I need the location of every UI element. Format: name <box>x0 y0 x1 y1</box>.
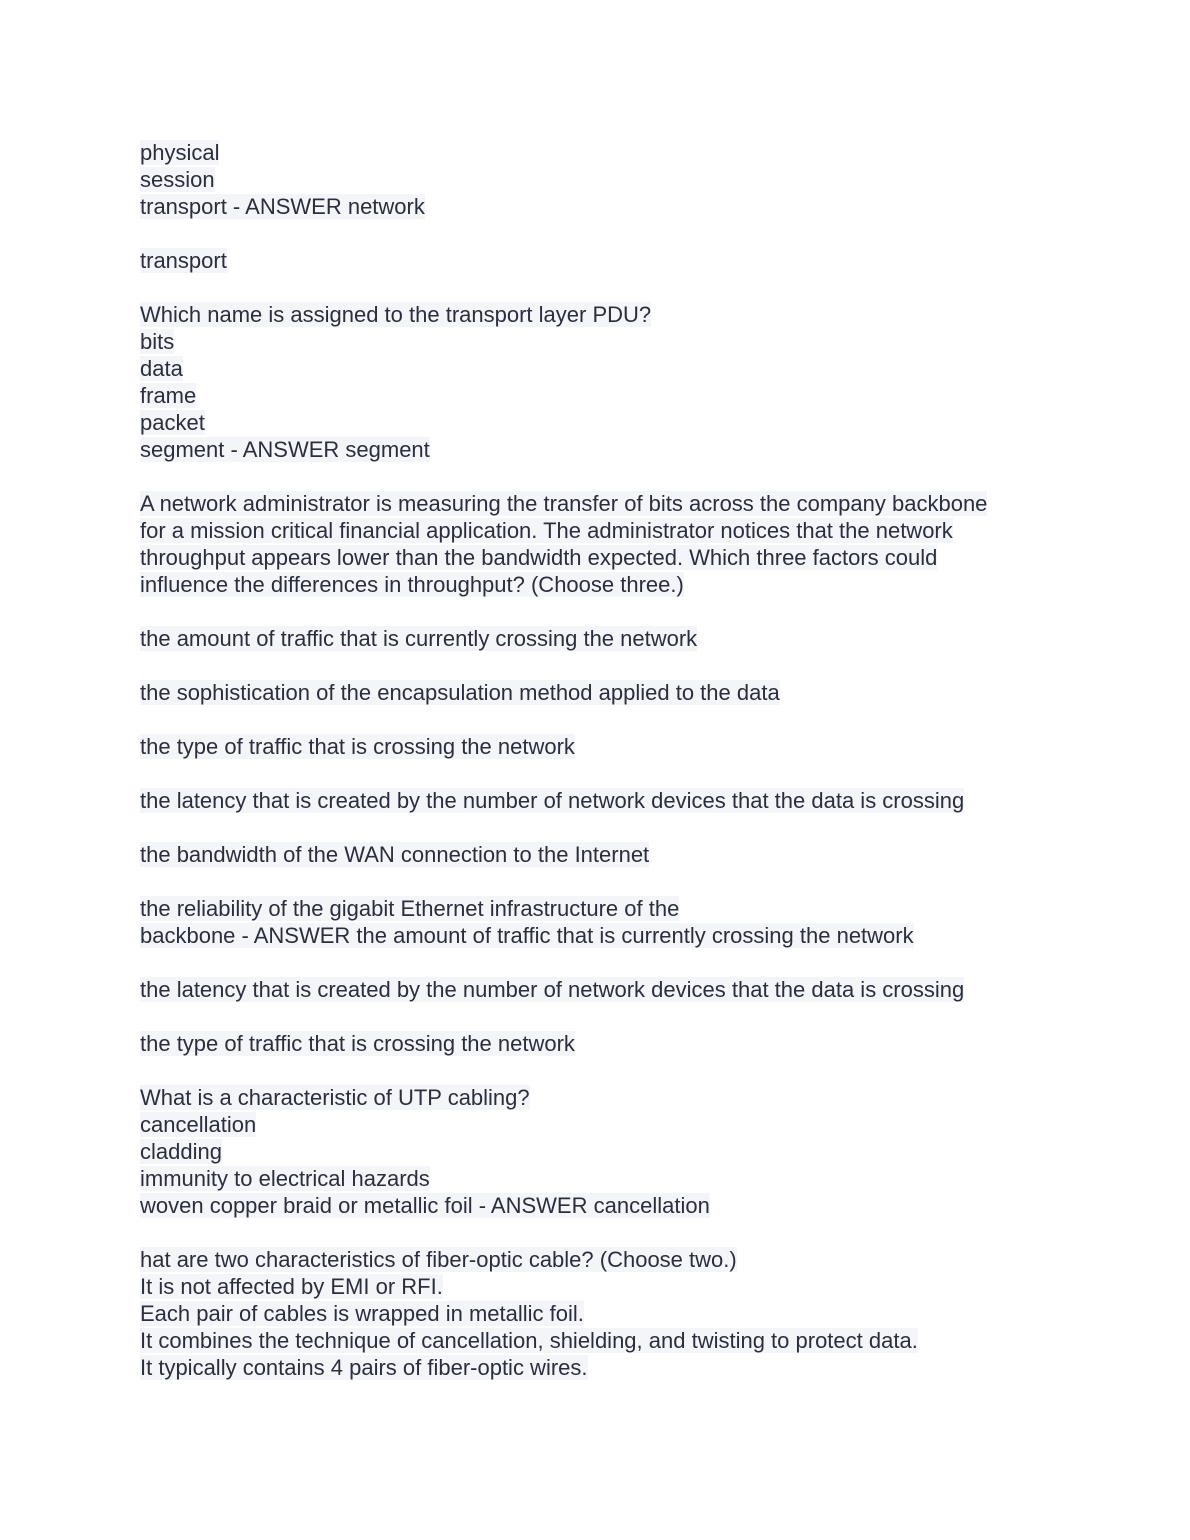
option-text: the sophistication of the encapsulation method applied to the data <box>140 680 780 705</box>
answer-line <box>140 1030 1070 1057</box>
option-line <box>140 1354 1070 1381</box>
option-text: immunity to electrical hazards <box>140 1166 430 1191</box>
document-page <box>140 139 1070 1381</box>
question-text: A network administrator is measuring the transfer of bits across the company backbone <box>140 491 988 516</box>
option-text: the type of traffic that is crossing the network <box>140 734 575 759</box>
question-line <box>140 1246 1070 1273</box>
answer-line <box>140 1192 1070 1219</box>
option-text: session <box>140 167 215 192</box>
option-line <box>140 328 1070 355</box>
option-text: packet <box>140 410 205 435</box>
option-text: physical <box>140 140 220 165</box>
blank-line <box>140 1057 1070 1084</box>
blank-line <box>140 814 1070 841</box>
question-line <box>140 544 1070 571</box>
blank-line <box>140 868 1070 895</box>
option-text: cladding <box>140 1139 222 1164</box>
answer-text: transport - ANSWER network <box>140 194 425 219</box>
option-text: data <box>140 356 183 381</box>
blank-line <box>140 1219 1070 1246</box>
answer-line <box>140 247 1070 274</box>
option-text: the bandwidth of the WAN connection to the Internet <box>140 842 650 867</box>
answer-text: the type of traffic that is crossing the network <box>140 1031 575 1056</box>
blank-line <box>140 1003 1070 1030</box>
option-line <box>140 409 1070 436</box>
option-text: It typically contains 4 pairs of fiber-optic wires. <box>140 1355 588 1380</box>
option-line <box>140 1273 1070 1300</box>
option-text: It is not affected by EMI or RFI. <box>140 1274 443 1299</box>
question-line <box>140 571 1070 598</box>
option-line <box>140 1138 1070 1165</box>
blank-line <box>140 274 1070 301</box>
question-text: What is a characteristic of UTP cabling? <box>140 1085 530 1110</box>
blank-line <box>140 463 1070 490</box>
question-line <box>140 1084 1070 1111</box>
question-line <box>140 490 1070 517</box>
option-text: bits <box>140 329 175 354</box>
option-line <box>140 841 1070 868</box>
option-line <box>140 1165 1070 1192</box>
blank-line <box>140 949 1070 976</box>
question-line <box>140 301 1070 328</box>
option-line <box>140 139 1070 166</box>
option-line <box>140 1111 1070 1138</box>
question-line <box>140 517 1070 544</box>
blank-line <box>140 652 1070 679</box>
option-line <box>140 166 1070 193</box>
option-text: cancellation <box>140 1112 257 1137</box>
option-text: the latency that is created by the number of network devices that the data is crossing <box>140 788 965 813</box>
option-line <box>140 1300 1070 1327</box>
option-text: the reliability of the gigabit Ethernet infrastructure of the <box>140 896 680 921</box>
answer-line <box>140 436 1070 463</box>
option-line <box>140 733 1070 760</box>
question-text: influence the differences in throughput? (Choose three.) <box>140 572 684 597</box>
answer-line <box>140 976 1070 1003</box>
answer-text: the latency that is created by the number of network devices that the data is crossing <box>140 977 965 1002</box>
option-line <box>140 625 1070 652</box>
option-line <box>140 355 1070 382</box>
option-line <box>140 679 1070 706</box>
question-text: hat are two characteristics of fiber-optic cable? (Choose two.) <box>140 1247 737 1272</box>
option-line <box>140 1327 1070 1354</box>
option-line <box>140 787 1070 814</box>
option-text: frame <box>140 383 197 408</box>
option-text: Each pair of cables is wrapped in metallic foil. <box>140 1301 584 1326</box>
option-text: the amount of traffic that is currently crossing the network <box>140 626 698 651</box>
question-text: Which name is assigned to the transport layer PDU? <box>140 302 652 327</box>
answer-text: segment - ANSWER segment <box>140 437 430 462</box>
blank-line <box>140 220 1070 247</box>
blank-line <box>140 598 1070 625</box>
answer-text: backbone - ANSWER the amount of traffic that is currently crossing the network <box>140 923 914 948</box>
option-line <box>140 382 1070 409</box>
option-line <box>140 895 1070 922</box>
blank-line <box>140 706 1070 733</box>
answer-text: transport <box>140 248 227 273</box>
option-text: It combines the technique of cancellation, shielding, and twisting to protect data. <box>140 1328 918 1353</box>
answer-text: woven copper braid or metallic foil - ANSWER cancellation <box>140 1193 710 1218</box>
question-text: throughput appears lower than the bandwidth expected. Which three factors could <box>140 545 938 570</box>
question-text: for a mission critical financial application. The administrator notices that the network <box>140 518 953 543</box>
blank-line <box>140 760 1070 787</box>
answer-line <box>140 922 1070 949</box>
answer-line <box>140 193 1070 220</box>
